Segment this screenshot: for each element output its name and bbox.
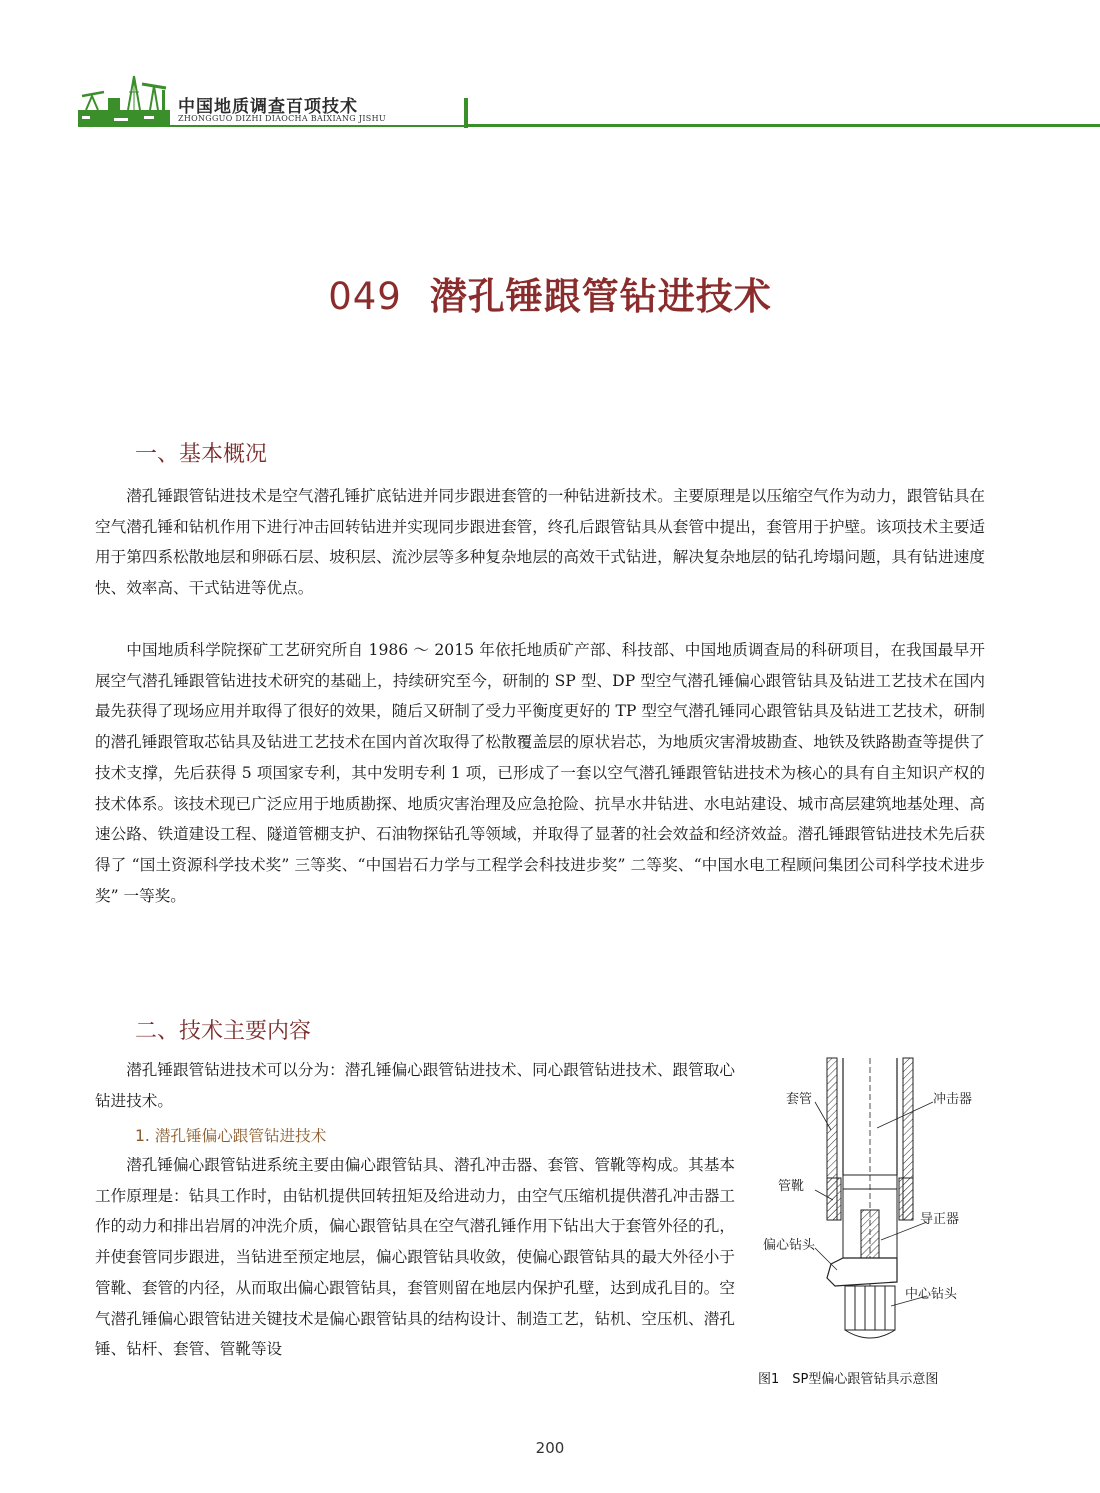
casing-shoe-right bbox=[899, 1178, 913, 1220]
figure-label-eccentric-bit: 偏心钻头 bbox=[763, 1238, 816, 1253]
series-title-pinyin: ZHONGGUO DIZHI DIAOCHA BAIXIANG JISHU bbox=[178, 114, 386, 123]
paragraph: 潜孔锤偏心跟管钻进系统主要由偏心跟管钻具、潜孔冲击器、套管、管靴等构成。其基本工作原理是：钻具工作时，由钻机提供回转扭矩及给进动力，由空气压缩机提供潜孔冲击器工作的动力和排出岩屑的冲洗介质，偏心跟管钻具在空气潜孔锤作用下钻出大于套管外径的孔，并使套管同步跟进，当钻进至预定地层，偏心跟管钻具收敛，使偏心跟管钻具的最大外径小于管靴、套管的内径，从而取出偏心跟管钻具，套管则留在地层内保护孔壁，达到成孔目的。空气潜孔锤偏心跟管钻进关键技术是偏心跟管钻具的结构设计、制造工艺，钻机、空压机、潜孔锤、钻杆、套管、管靴等设 bbox=[95, 1156, 735, 1359]
figure-caption: 图1 SP型偏心跟管钻具示意图 bbox=[758, 1372, 939, 1387]
section-heading-overview: 一、基本概况 bbox=[135, 442, 268, 467]
figure-label-guide: 导正器 bbox=[920, 1212, 960, 1227]
figure-label-center-bit: 中心钻头 bbox=[905, 1287, 958, 1302]
chapter-number: 049 bbox=[328, 275, 402, 318]
guide-core bbox=[861, 1210, 879, 1260]
chapter-title-text: 潜孔锤跟管钻进技术 bbox=[429, 275, 772, 318]
subsection-heading: 1. 潜孔锤偏心跟管钻进技术 bbox=[135, 1127, 327, 1145]
header-rule bbox=[464, 124, 1100, 127]
casing-shoe-left bbox=[827, 1178, 841, 1220]
paragraph: 潜孔锤跟管钻进技术是空气潜孔锤扩底钻进并同步跟进套管的一种钻进新技术。主要原理是以压缩空气作为动力，跟管钻具在空气潜孔锤和钻机作用下进行冲击回转钻进并实现同步跟进套管，终孔后跟管钻具从套管中提出，套管用于护壁。该项技术主要适用于第四系松散地层和卵砾石层、坡积层、流沙层等多种复杂地层的高效干式钻进，解决复杂地层的钻孔垮塌问题，具有钻进速度快、效率高、干式钻进等优点。 bbox=[95, 487, 985, 598]
header-base-line bbox=[78, 125, 468, 127]
series-title: 中国地质调查百项技术 bbox=[178, 97, 358, 117]
figure-label-shoe: 管靴 bbox=[778, 1179, 805, 1194]
page-number: 200 bbox=[535, 1439, 565, 1457]
figure-label-hammer: 冲击器 bbox=[933, 1092, 973, 1107]
figure-label-casing: 套管 bbox=[786, 1092, 813, 1107]
paragraph: 中国地质科学院探矿工艺研究所自 1986 ～ 2015 年依托地质矿产部、科技部、中国地质调查局的科研项目，在我国最早开展空气潜孔锤跟管钻进技术研究的基础上，持续研究至今，研制的 SP 型、DP 型空气潜孔锤偏心跟管钻具及钻进工艺技术在国内最先获得了现场应用并取得了很好的效果，随后又研制了受力平衡度更好的 TP 型空气潜孔锤同心跟管钻具及钻进工艺技术，研制的潜孔锤跟管取芯钻具及钻进工艺技术在国内首次取得了松散覆盖层的原状岩芯，为地质灾害滑坡勘查、地铁及铁路勘查等提供了技术支撑，先后获得 5 项国家专利，其中发明专利 1 项，已形成了一套以空气潜孔锤跟管钻进技术为核心的具有自主知识产权的技术体系。该技术现已广泛应用于地质勘探、地质灾害治理及应急抢险、抗旱水井钻进、水电站建设、城市高层建筑地基处理、高速公路、铁道建设工程、隧道管棚支护、石油物探钻孔等领域，并取得了显著的社会效益和经济效益。潜孔锤跟管钻进技术先后获得了 “国土资源科学技术奖” 三等奖、“中国岩石力学与工程学会科技进步奖” 二等奖、“中国水电工程顾问集团公司科学技术进步奖” 一等奖。 bbox=[95, 641, 985, 905]
eccentric-bit-shape bbox=[827, 1258, 897, 1286]
oil-pumpjack-icon bbox=[78, 70, 170, 128]
paragraph: 潜孔锤跟管钻进技术可以分为：潜孔锤偏心跟管钻进技术、同心跟管钻进技术、跟管取心钻进技术。 bbox=[95, 1061, 735, 1110]
section-heading-content: 二、技术主要内容 bbox=[135, 1019, 312, 1044]
center-bit-shape bbox=[845, 1286, 895, 1330]
chapter-title bbox=[0, 266, 1100, 320]
running-header bbox=[78, 70, 1100, 132]
